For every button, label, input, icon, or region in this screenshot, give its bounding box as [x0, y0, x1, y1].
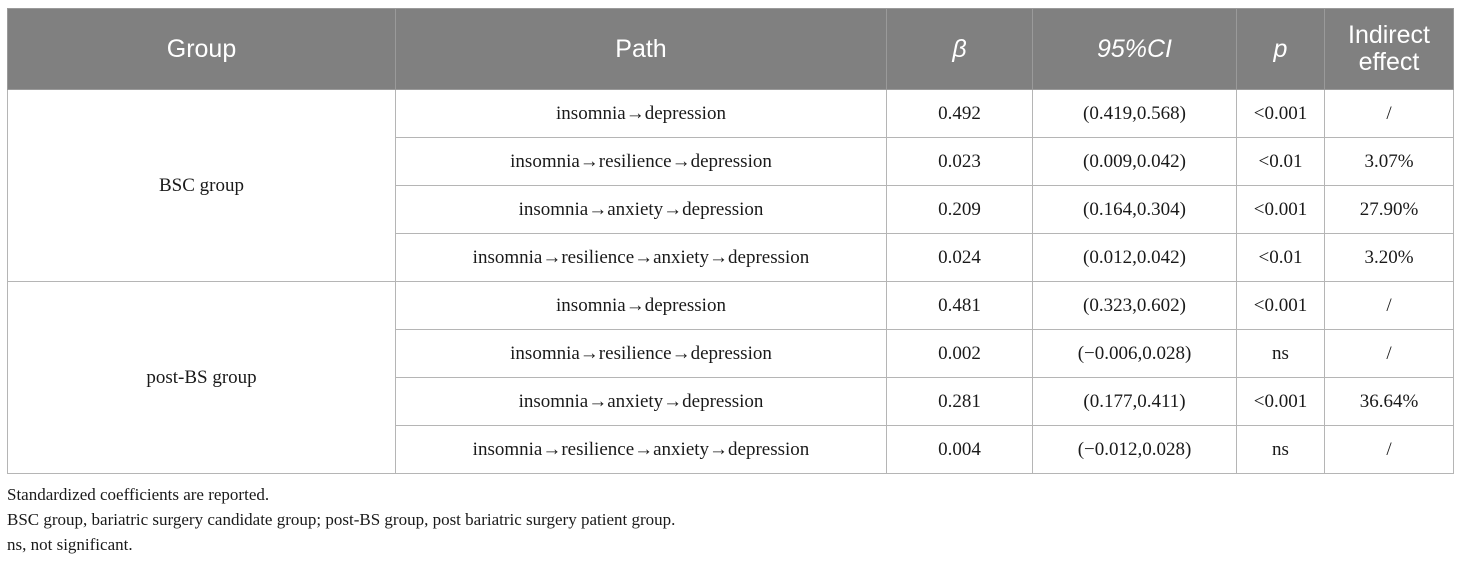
ci-cell: (0.009,0.042): [1033, 138, 1237, 186]
indirect-cell: 3.20%: [1325, 234, 1454, 282]
footnote-ns: ns, not significant.: [7, 535, 133, 554]
header-ci: 95%CI: [1033, 9, 1237, 90]
footnote-abbreviations: BSC group, bariatric surgery candidate group; post-BS group, post bariatric surgery patient group.: [7, 510, 676, 529]
ci-cell: (0.419,0.568): [1033, 90, 1237, 138]
table-row: [8, 90, 1454, 138]
mediation-results-table: [7, 8, 1454, 474]
results-table-container: [7, 8, 1453, 557]
header-group: Group: [8, 9, 396, 90]
beta-cell: 0.024: [887, 234, 1033, 282]
indirect-cell: /: [1325, 282, 1454, 330]
indirect-cell: /: [1325, 426, 1454, 474]
path-cell: insomnia→resilience→anxiety→depression: [396, 234, 887, 282]
path-cell: insomnia→resilience→anxiety→depression: [396, 426, 887, 474]
indirect-cell: 36.64%: [1325, 378, 1454, 426]
beta-cell: 0.004: [887, 426, 1033, 474]
table-footnotes: [7, 482, 1453, 557]
header-path: Path: [396, 9, 887, 90]
beta-cell: 0.481: [887, 282, 1033, 330]
indirect-cell: /: [1325, 330, 1454, 378]
group-label: post-BS group: [8, 282, 396, 474]
header-row: [8, 9, 1454, 90]
table-row: [8, 282, 1454, 330]
ci-cell: (0.177,0.411): [1033, 378, 1237, 426]
path-cell: insomnia→anxiety→depression: [396, 186, 887, 234]
p-cell: <0.001: [1237, 378, 1325, 426]
header-indirect-effect: Indirect effect: [1325, 9, 1454, 90]
p-cell: <0.001: [1237, 282, 1325, 330]
beta-cell: 0.281: [887, 378, 1033, 426]
path-cell: insomnia→resilience→depression: [396, 138, 887, 186]
ci-cell: (−0.006,0.028): [1033, 330, 1237, 378]
group-label: BSC group: [8, 90, 396, 282]
ci-cell: (−0.012,0.028): [1033, 426, 1237, 474]
path-cell: insomnia→anxiety→depression: [396, 378, 887, 426]
path-cell: insomnia→resilience→depression: [396, 330, 887, 378]
p-cell: <0.01: [1237, 138, 1325, 186]
path-cell: insomnia→depression: [396, 282, 887, 330]
p-cell: ns: [1237, 330, 1325, 378]
ci-cell: (0.164,0.304): [1033, 186, 1237, 234]
beta-cell: 0.023: [887, 138, 1033, 186]
p-cell: ns: [1237, 426, 1325, 474]
beta-cell: 0.492: [887, 90, 1033, 138]
beta-cell: 0.002: [887, 330, 1033, 378]
p-cell: <0.001: [1237, 186, 1325, 234]
ci-cell: (0.323,0.602): [1033, 282, 1237, 330]
header-p: p: [1237, 9, 1325, 90]
ci-cell: (0.012,0.042): [1033, 234, 1237, 282]
header-beta: β: [887, 9, 1033, 90]
beta-cell: 0.209: [887, 186, 1033, 234]
indirect-cell: /: [1325, 90, 1454, 138]
footnote-standardized: Standardized coefficients are reported.: [7, 485, 270, 504]
indirect-cell: 3.07%: [1325, 138, 1454, 186]
indirect-cell: 27.90%: [1325, 186, 1454, 234]
path-cell: insomnia→depression: [396, 90, 887, 138]
p-cell: <0.01: [1237, 234, 1325, 282]
p-cell: <0.001: [1237, 90, 1325, 138]
